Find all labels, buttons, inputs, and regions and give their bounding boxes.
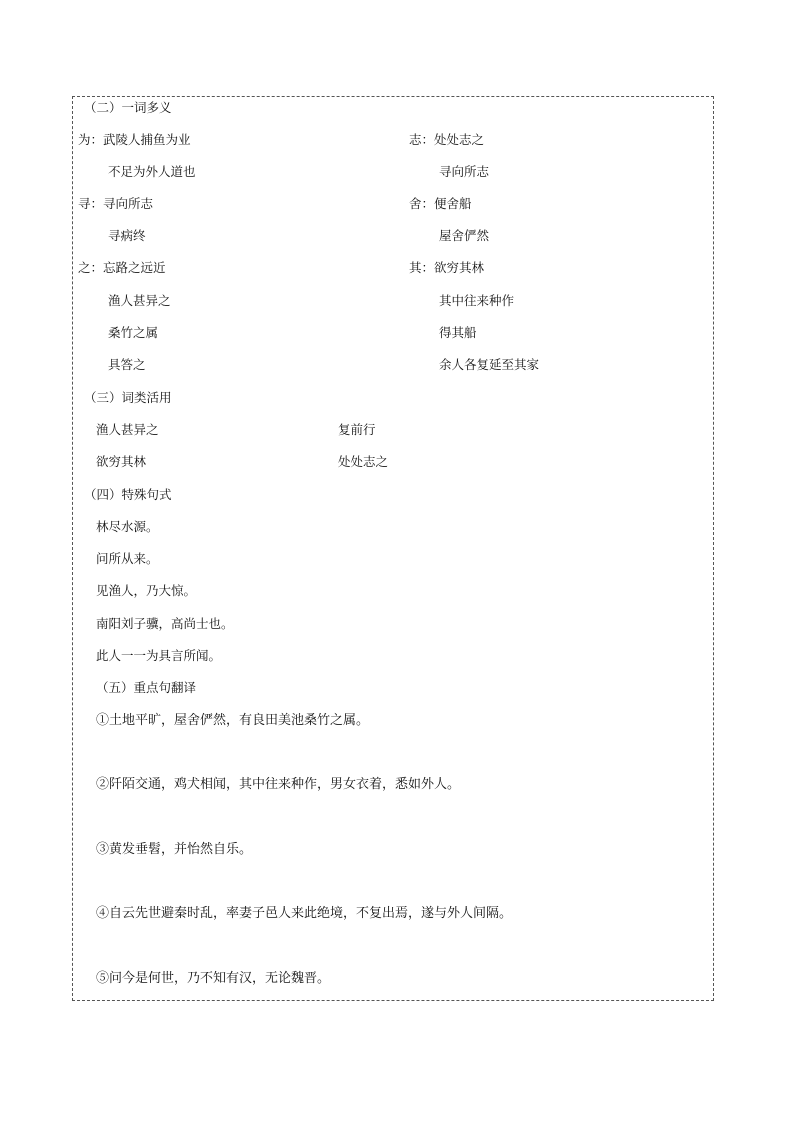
conversion-item: 欲穷其林 — [96, 454, 147, 469]
xun-entry-1: 寻：寻向所志 — [78, 196, 154, 211]
section3-heading: （三）词类活用 — [84, 390, 172, 405]
zhi-entry-1: 之：忘路之远近 — [78, 260, 166, 275]
translation-sentence: ②阡陌交通，鸡犬相闻，其中往来种作，男女衣着，悉如外人。 — [96, 777, 461, 792]
zhi2-entry-1: 志：处处志之 — [409, 132, 485, 147]
section5-heading: （五）重点句翻译 — [96, 680, 197, 695]
she-entry-2: 屋舍俨然 — [439, 228, 490, 243]
conversion-item: 复前行 — [338, 422, 376, 437]
section4-heading: （四）特殊句式 — [84, 487, 172, 502]
special-sentence: 南阳刘子骥，高尚士也。 — [96, 616, 234, 631]
qi-entry-2: 其中往来种作 — [439, 293, 515, 308]
zhi-entry-2: 渔人甚异之 — [108, 293, 171, 308]
qi-entry-3: 得其船 — [439, 325, 477, 340]
zhi2-entry-2: 寻向所志 — [439, 164, 490, 179]
she-entry-1: 舍：便舍船 — [409, 196, 472, 211]
content-frame — [72, 96, 714, 1001]
special-sentence: 林尽水源。 — [96, 519, 159, 534]
zhi-entry-4: 具答之 — [108, 357, 146, 372]
zhi-entry-3: 桑竹之属 — [108, 325, 159, 340]
translation-sentence: ①土地平旷，屋舍俨然，有良田美池桑竹之属。 — [96, 713, 370, 728]
xun-entry-2: 寻病终 — [108, 228, 146, 243]
translation-sentence: ⑤问今是何世，乃不知有汉，无论魏晋。 — [96, 971, 331, 986]
special-sentence: 见渔人，乃大惊。 — [96, 583, 197, 598]
conversion-item: 渔人甚异之 — [96, 422, 159, 437]
translation-sentence: ④自云先世避秦时乱，率妻子邑人来此绝境，不复出焉，遂与外人间隔。 — [96, 906, 513, 921]
conversion-item: 处处志之 — [338, 454, 389, 469]
special-sentence: 问所从来。 — [96, 551, 159, 566]
wei-entry-1: 为：武陵人捕鱼为业 — [78, 132, 191, 147]
special-sentence: 此人一一为具言所闻。 — [96, 648, 222, 663]
section2-heading: （二）一词多义 — [84, 100, 172, 115]
qi-entry-1: 其：欲穷其林 — [409, 260, 485, 275]
wei-entry-2: 不足为外人道也 — [108, 164, 196, 179]
translation-sentence: ③黄发垂髫，并怡然自乐。 — [96, 842, 253, 857]
qi-entry-4: 余人各复延至其家 — [439, 357, 540, 372]
